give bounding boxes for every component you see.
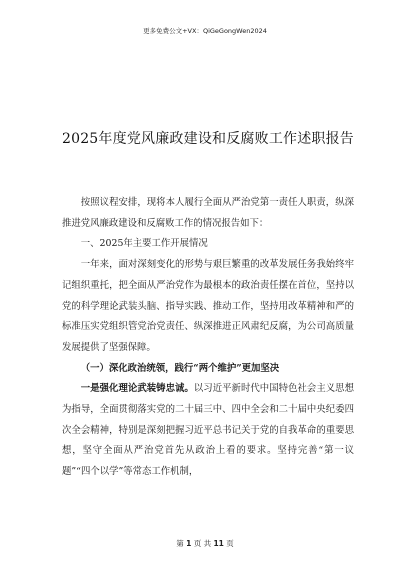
footer-middle: 页 共	[193, 539, 212, 548]
intro-paragraph: 按照议程安排，现将本人履行全面从严治党第一责任人职责，纵深推进党风廉政建设和反腐败工作的情况报告如下：	[62, 197, 354, 229]
subsection-heading: （一）深化政治统领，践行“两个维护”更加坚决	[80, 362, 280, 374]
document-body	[62, 193, 354, 483]
current-page-number: 1	[186, 539, 192, 548]
footer-prefix: 第	[176, 539, 184, 548]
document-title: 2025年度党风廉政建设和反腐败工作述职报告	[61, 131, 355, 147]
header-note: 更多免费公文+VX：QiGeGongWen2024	[143, 27, 267, 35]
section-heading: 一、2025年主要工作开展情况	[80, 238, 208, 250]
page-footer	[0, 538, 410, 549]
footer-suffix: 页	[226, 539, 234, 548]
paragraph-lead: 一是强化理论武装铸忠诚。	[80, 383, 194, 395]
subsection-paragraph	[62, 379, 354, 483]
section-paragraph: 一年来，面对深刻变化的形势与艰巨繁重的改革发展任务我始终牢记组织重托，把全面从严治党作为最根本的政治责任摆在首位，坚持以党的科学理论武装头脑、指导实践、推动工作，坚持用改革精神和严的标准压实党组织管党治党责任、纵深推进正风肃纪反腐，为公司高质量发展提供了坚强保障。	[62, 259, 354, 353]
paragraph-text: 以习近平新时代中国特色社会主义思想为指导，全面贯彻落实党的二十届三中、四中全会和二十届中央纪委四次全会精神，特别是深刻把握习近平总书记关于党的自我革命的重要思想，坚守全面从严治党首先从政治上看的要求。坚持完善“第一议题”“四个以学”等常态工作机制，	[62, 383, 354, 478]
total-page-count: 11	[213, 539, 224, 548]
